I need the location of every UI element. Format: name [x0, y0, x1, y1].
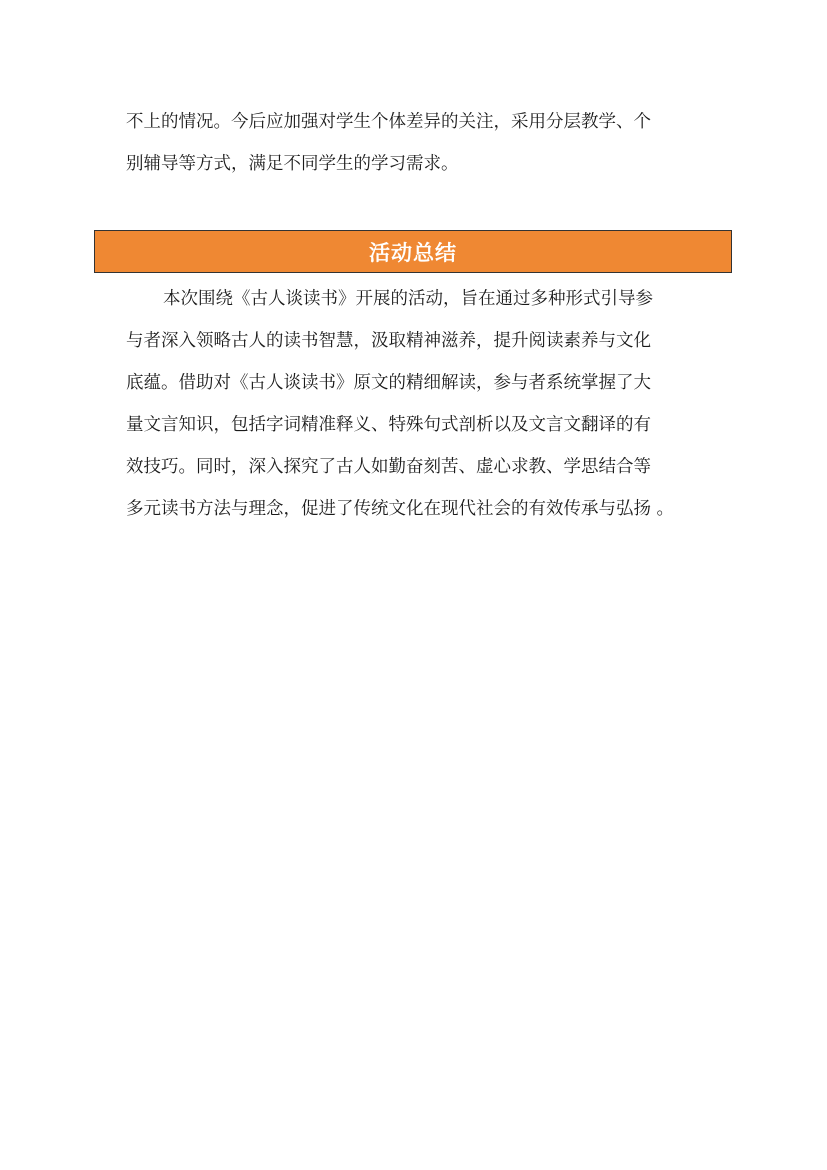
section-title: 活动总结 [369, 240, 457, 265]
intro-line: 不上的情况。今后应加强对学生个体差异的关注，采用分层教学、个 [126, 112, 651, 132]
summary-line: 效技巧。同时，深入探究了古人如勤奋刻苦、虚心求教、学思结合等 [126, 457, 651, 477]
section-header [94, 230, 732, 273]
summary-line: 多元读书方法与理念，促进了传统文化在现代社会的有效传承与弘扬 。 [126, 499, 675, 519]
intro-line: 别辅导等方式，满足不同学生的学习需求。 [126, 154, 459, 174]
summary-line: 与者深入领略古人的读书智慧，汲取精神滋养，提升阅读素养与文化 [126, 331, 651, 351]
summary-paragraph [126, 278, 706, 530]
summary-line: 量文言知识，包括字词精准释义、特殊句式剖析以及文言文翻译的有 [126, 415, 651, 435]
intro-paragraph [126, 101, 706, 185]
summary-line: 本次围绕《古人谈读书》开展的活动，旨在通过多种形式引导参 [163, 289, 653, 309]
summary-line: 底蕴。借助对《古人谈读书》原文的精细解读，参与者系统掌握了大 [126, 373, 651, 393]
